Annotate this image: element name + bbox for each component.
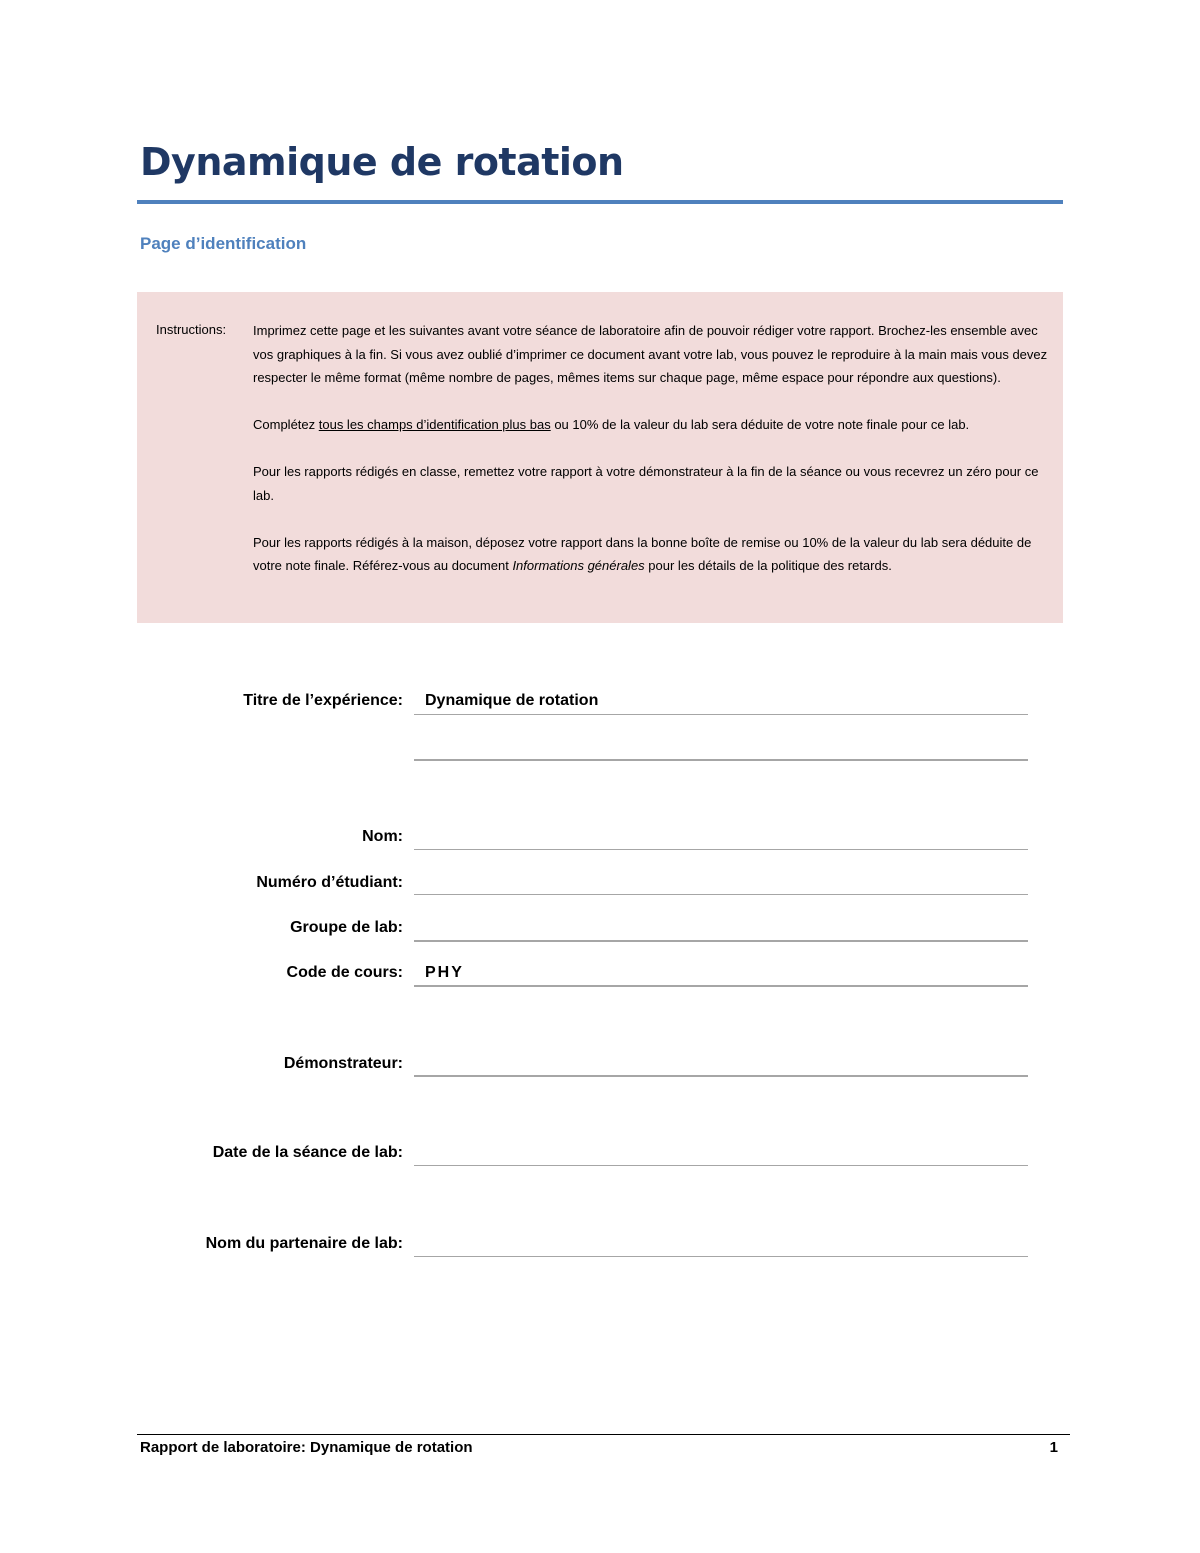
course-code-label: Code de cours: <box>286 964 403 981</box>
instructions-italic-text: Informations générales <box>512 558 645 573</box>
instructions-underlined-text: tous les champs d’identification plus bas <box>318 417 551 432</box>
experiment-title-field[interactable] <box>414 714 1028 715</box>
section-subtitle: Page d’identification <box>140 234 307 253</box>
footer-title: Rapport de laboratoire: Dynamique de rotation <box>140 1439 473 1456</box>
experiment-title-label: Titre de l’expérience: <box>243 692 403 709</box>
instructions-paragraph-4 <box>253 531 1053 578</box>
page-title: Dynamique de rotation <box>140 140 624 184</box>
lab-date-field[interactable] <box>414 1165 1028 1166</box>
course-code-field[interactable] <box>414 985 1028 987</box>
instructions-paragraph-1: Imprimez cette page et les suivantes avant votre séance de laboratoire afin de pouvoir rédiger votre rapport. Brochez-les ensemble avec vos graphiques à la fin. Si vous avez oublié d’imprimer ce document avant votre lab, vous pouvez le reproduire à la main mais vous devez respecter le même format (même nombre de pages, mêmes items sur chaque page, même espace pour répondre aux questions). <box>253 323 1048 385</box>
lab-group-field[interactable] <box>414 940 1028 942</box>
lab-partner-field[interactable] <box>414 1256 1028 1257</box>
name-field[interactable] <box>414 849 1028 850</box>
instructions-body <box>253 319 1053 578</box>
instructions-text: Pour les rapports rédigés à la maison, déposez votre rapport dans la bonne boîte de remise ou 10% de la valeur du lab sera déduite de votre note finale. Référez-vous au document <box>253 534 1032 573</box>
instructions-paragraph-2 <box>253 413 1053 437</box>
student-number-field[interactable] <box>414 894 1028 895</box>
page-number: 1 <box>1049 1439 1058 1456</box>
name-label: Nom: <box>362 828 403 845</box>
demonstrator-label: Démonstrateur: <box>283 1055 403 1072</box>
footer-divider <box>137 1434 1070 1435</box>
instructions-text: Complétez <box>253 417 319 432</box>
experiment-title-value: Dynamique de rotation <box>425 692 599 709</box>
instructions-box <box>137 292 1063 623</box>
course-code-value: PHY <box>425 964 464 981</box>
lab-group-label: Groupe de lab: <box>290 919 403 936</box>
instructions-label: Instructions: <box>156 322 227 337</box>
instructions-text: ou 10% de la valeur du lab sera déduite de votre note finale pour ce lab. <box>550 417 970 432</box>
title-divider <box>137 200 1063 204</box>
lab-date-label: Date de la séance de lab: <box>212 1144 403 1161</box>
student-number-label: Numéro d’étudiant: <box>256 874 403 891</box>
instructions-paragraph-3: Pour les rapports rédigés en classe, remettez votre rapport à votre démonstrateur à la fin de la séance ou vous recevrez un zéro pour ce lab. <box>253 464 1039 503</box>
instructions-text: pour les détails de la politique des retards. <box>644 558 892 573</box>
demonstrator-field[interactable] <box>414 1075 1028 1077</box>
lab-partner-label: Nom du partenaire de lab: <box>205 1235 403 1252</box>
experiment-title-field-extra[interactable] <box>414 759 1028 761</box>
